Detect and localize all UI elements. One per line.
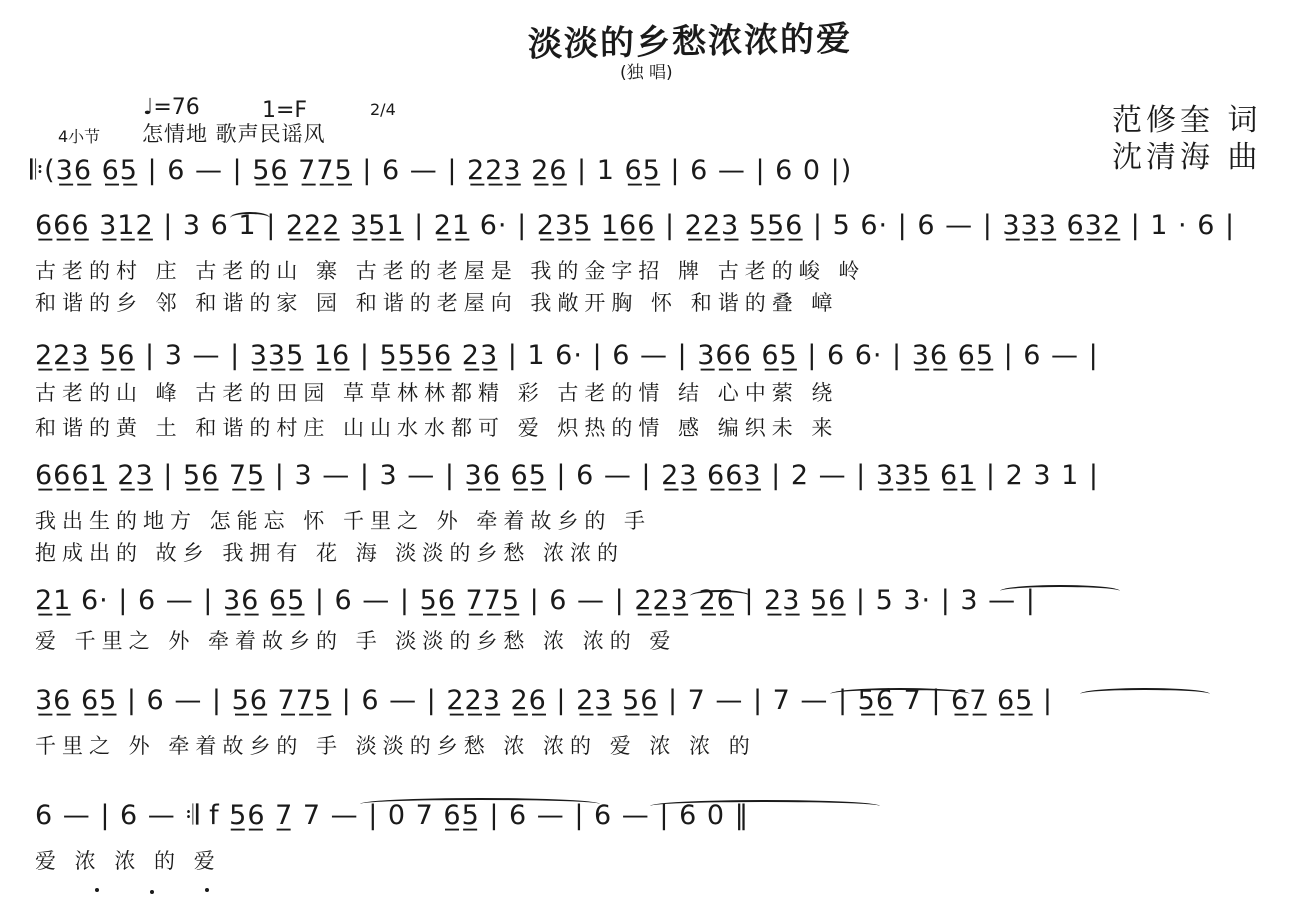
stray-dot (205, 888, 209, 892)
slur-mark (650, 800, 880, 812)
slur-mark (230, 212, 270, 224)
slur-mark (690, 590, 750, 602)
lyricist-credit: 范修奎 词 (1112, 103, 1262, 138)
performance-type: (独 唱) (620, 63, 673, 83)
score-line-6-notes: 3̲6̲ 6̲5̲ | 6 — | 5̲6̲ 7̲7̲5̲ | 6 — | 2̲2̲3̲ 2̲6̲ | 2̲3̲ 5̲6̲ | 7 — | 7 — | 5̲6̲ 7 | 6̲7̲ 6̲5̲ | (35, 685, 1054, 716)
score-line-1-notes: 𝄆(3̲6̲ 6̲5̲ | 6 — | 5̲6̲ 7̲7̲5̲ | 6 — | 2̲2̲3̲ 2̲6̲ | 1 6̲5̲ | 6 — | 6 0 |) (30, 155, 853, 186)
score-line-3-notes: 2̲2̲3̲ 5̲6̲ | 3 — | 3̲3̲5̲ 1̲6̲ | 5̲5̲5̲6̲ 2̲3̲ | 1 6· | 6 — | 3̲6̲6̲ 6̲5̲ | 6 6· | 3̲6̲ 6̲5̲ | 6 — | (35, 340, 1099, 371)
score-line-5-lyric-1: 爱 千里之 外 牵着故乡的 手 淡淡的乡愁 浓 浓的 爱 (35, 629, 677, 653)
slur-mark (1000, 585, 1120, 597)
score-line-3-lyric-2: 和谐的黄 土 和谐的村庄 山山水水都可 爱 炽热的情 感 编织未 来 (35, 416, 839, 440)
score-line-3-lyric-1: 古老的山 峰 古老的田园 草草林林都精 彩 古老的情 结 心中萦 绕 (35, 381, 839, 405)
tempo-marking: ♩=76 (143, 95, 200, 120)
score-line-4-lyric-1: 我出生的地方 怎能忘 怀 千里之 外 牵着故乡的 手 (35, 509, 652, 533)
slur-mark (1080, 688, 1210, 700)
score-line-2-notes: 6̲6̲6̲ 3̲1̲2̲ | 3 6 1 | 2̲2̲2̲ 3̲5̲1̲ | 2̲1̲ 6· | 2̲3̲5̲ 1̲6̲6̲ | 2̲2̲3̲ 5̲5̲6̲ | 5 6· | 6 — | 3̲3̲3̲ 6̲3̲2̲ | 1 · 6 | (35, 210, 1236, 241)
score-line-5-notes: 2̲1̲ 6· | 6 — | 3̲6̲ 6̲5̲ | 6 — | 5̲6̲ 7̲7̲5̲ | 6 — | 2̲2̲3̲ 2̲6̲ | 2̲3̲ 5̲6̲ | 5 3· | 3 — | (35, 585, 1036, 616)
intro-bars-label: 4小节 (58, 127, 101, 146)
score-line-2-lyric-1: 古老的村 庄 古老的山 寨 古老的老屋是 我的金字招 牌 古老的峻 岭 (35, 259, 866, 283)
time-signature: 2/4 (370, 100, 396, 119)
stray-dot (95, 888, 99, 892)
stray-dot (150, 890, 154, 894)
composer-credit: 沈清海 曲 (1112, 140, 1262, 175)
score-line-2-lyric-2: 和谐的乡 邻 和谐的家 园 和谐的老屋向 我敞开胸 怀 和谐的叠 嶂 (35, 291, 839, 315)
expression-note: 怎情地 歌声民谣风 (142, 122, 326, 146)
slur-mark (830, 688, 970, 700)
score-line-4-notes: 6̲6̲6̲1̲ 2̲3̲ | 5̲6̲ 7̲5̲ | 3 — | 3 — | 3̲6̲ 6̲5̲ | 6 — | 2̲3̲ 6̲6̲3̲ | 2 — | 3̲3̲5̲ 6̲1̲ | 2 3 1 | (35, 460, 1099, 491)
score-line-4-lyric-2: 抱成出的 故乡 我拥有 花 海 淡淡的乡愁 浓浓的 (35, 541, 625, 565)
slur-mark (360, 798, 600, 810)
score-line-7-lyric-1: 爱 浓 浓 的 爱 (35, 849, 221, 873)
score-line-6-lyric-1: 千里之 外 牵着故乡的 手 淡淡的乡愁 浓 浓的 爱 浓 浓 的 (35, 734, 756, 758)
song-title: 淡淡的乡愁浓浓的爱 (527, 19, 853, 65)
score-line-7-notes: 6 — | 6 — 𝄇 f 5̲6̲ 7̲ 7 — | 0 7 6̲5̲ | 6 — | 6 — | 6 0 ‖ (35, 800, 750, 831)
key-signature: 1=F (262, 98, 308, 123)
